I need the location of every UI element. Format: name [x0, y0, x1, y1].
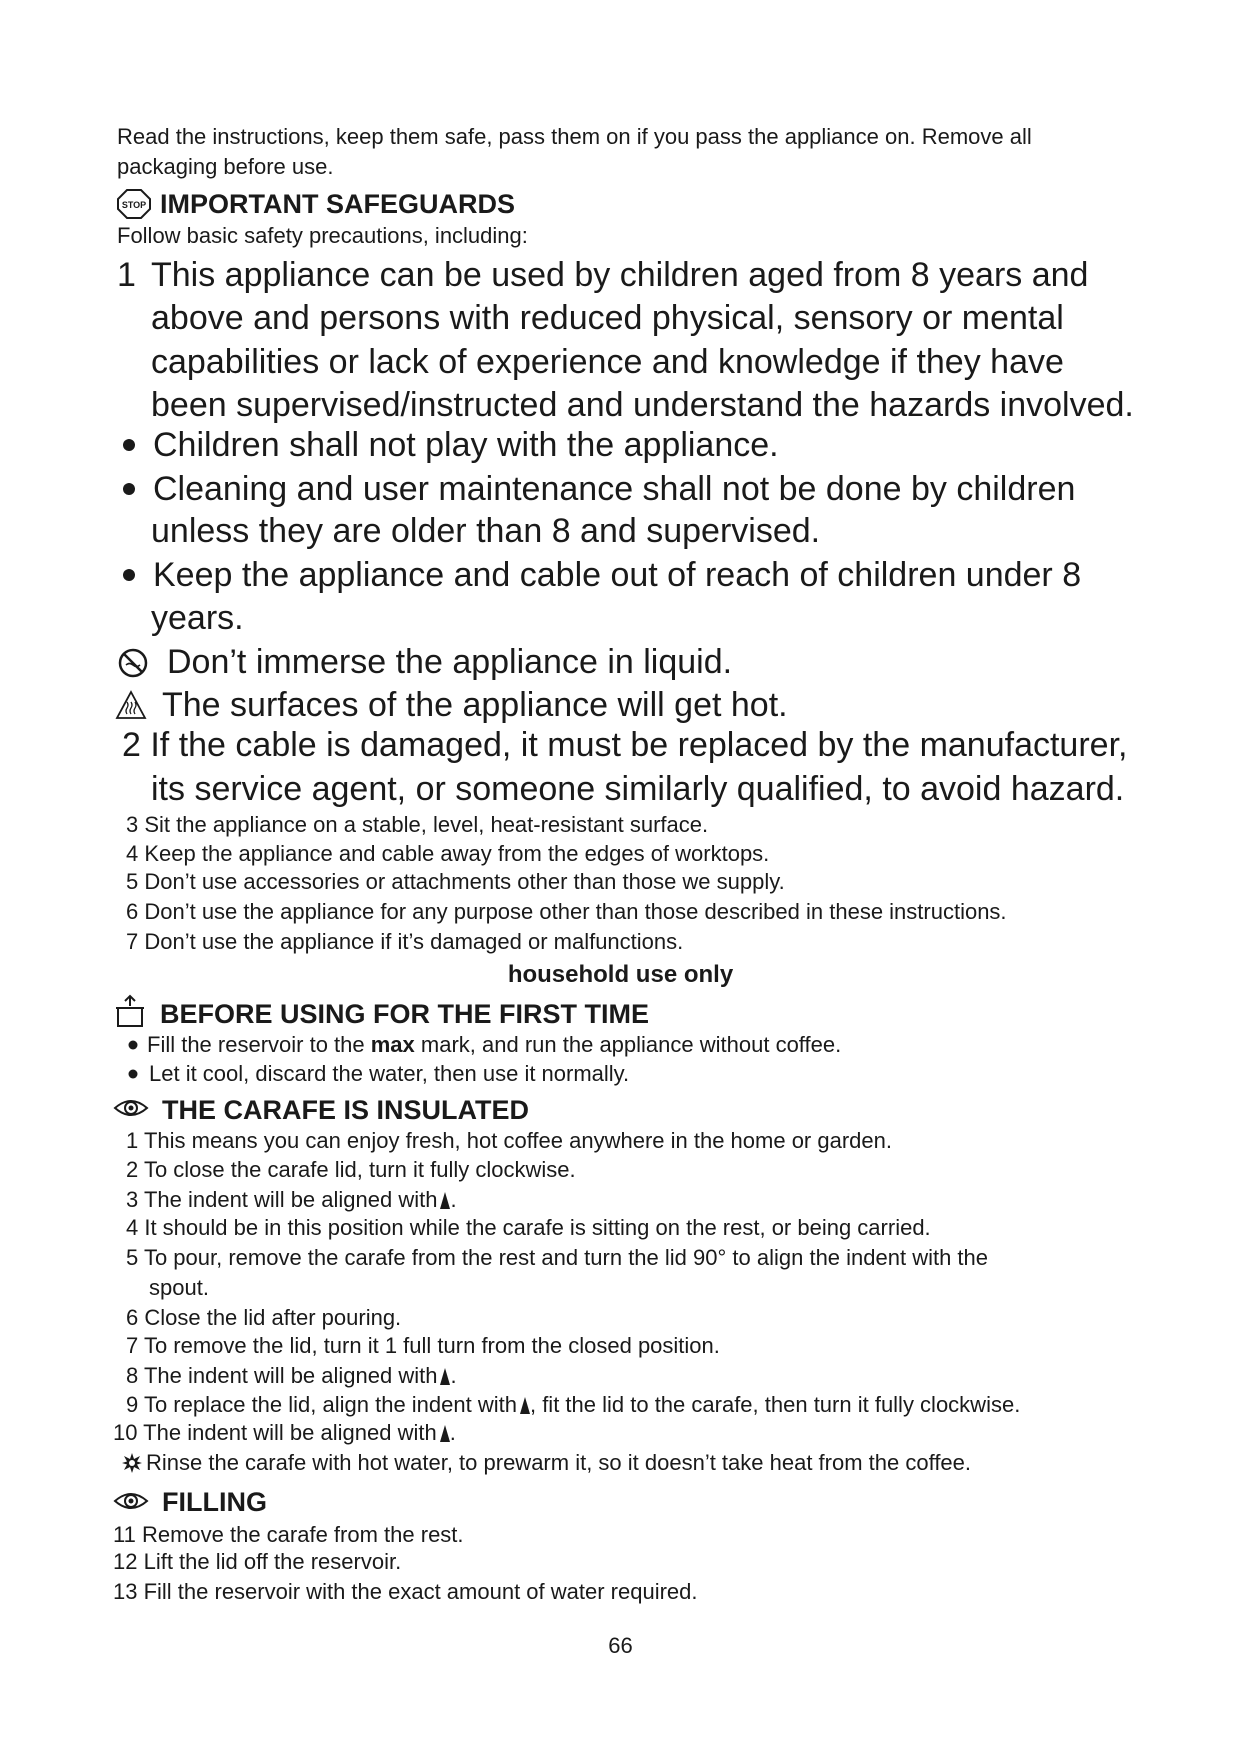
bullet-keep-line-1: Keep the appliance and cable out of reach of children under 8 [153, 556, 1082, 594]
carafe-line-3-text: 3 The indent will be aligned with [126, 1187, 438, 1212]
safeguards-title: IMPORTANT SAFEGUARDS [160, 189, 515, 219]
item2-line-1: 2 If the cable is damaged, it must be replaced by the manufacturer, [122, 726, 1128, 764]
eye-icon [113, 1096, 149, 1120]
bullet-cleaning-line-2: unless they are older than 8 and supervised. [151, 512, 821, 550]
carafe-line-8-text: 8 The indent will be aligned with [126, 1363, 438, 1388]
indent-marker-icon [440, 1425, 450, 1442]
item2-line-2: its service agent, or someone similarly qualified, to avoid hazard. [151, 770, 1125, 808]
item1-line-2: above and persons with reduced physical, sensory or mental [151, 299, 1064, 337]
carafe-line-8 [126, 1362, 457, 1390]
first-time-bullet-1 [147, 1031, 841, 1059]
item5: 5 Don’t use accessories or attachments other than those we supply. [126, 869, 785, 894]
first-time-bullet-1-after: mark, and run the appliance without coffee. [414, 1032, 842, 1057]
period: . [450, 1363, 457, 1388]
first-time-title: BEFORE USING FOR THE FIRST TIME [160, 999, 650, 1029]
carafe-line-5a: 5 To pour, remove the carafe from the rest and turn the lid 90° to align the indent with the [126, 1245, 989, 1270]
indent-marker-icon [520, 1397, 530, 1414]
carafe-line-4: 4 It should be in this position while the carafe is sitting on the rest, or being carried. [126, 1215, 931, 1240]
tip-icon [121, 1452, 143, 1474]
carafe-tip: Rinse the carafe with hot water, to prewarm it, so it doesn’t take heat from the coffee. [146, 1450, 972, 1475]
carafe-line-2: 2 To close the carafe lid, turn it fully clockwise. [126, 1157, 576, 1182]
first-time-bullet-2: Let it cool, discard the water, then use it normally. [149, 1061, 630, 1086]
carafe-line-3 [126, 1186, 457, 1214]
stop-icon [117, 189, 151, 219]
bullet-icon [122, 568, 136, 582]
filling-line-12: 12 Lift the lid off the reservoir. [113, 1549, 402, 1574]
eye-icon [113, 1489, 149, 1513]
page-number: 66 [608, 1633, 633, 1658]
item6: 6 Don’t use the appliance for any purpose other than those described in these instructions. [126, 899, 1007, 924]
carafe-line-9a: 9 To replace the lid, align the indent with [126, 1392, 517, 1417]
no-immerse-text: Don’t immerse the appliance in liquid. [167, 643, 733, 681]
carafe-line-6: 6 Close the lid after pouring. [126, 1305, 402, 1330]
carafe-line-9b: , fit the lid to the carafe, then turn it fully clockwise. [529, 1392, 1021, 1417]
carafe-line-5b: spout. [149, 1275, 209, 1300]
household-use-only: household use only [507, 961, 734, 988]
filling-title: FILLING [162, 1487, 267, 1517]
bullet-cleaning-line-1: Cleaning and user maintenance shall not be done by children [153, 470, 1076, 508]
stop-icon-text: STOP [121, 200, 147, 210]
bullet-icon [122, 482, 136, 496]
carafe-line-1: 1 This means you can enjoy fresh, hot coffee anywhere in the home or garden. [126, 1128, 892, 1153]
bullet-icon [128, 1040, 138, 1050]
period: . [450, 1187, 457, 1212]
first-time-bullet-1-before: Fill the reservoir to the [147, 1032, 371, 1057]
bullet-icon [128, 1069, 138, 1079]
item1-line-4: been supervised/instructed and understand the hazards involved. [151, 386, 1134, 424]
bullet-children-play: Children shall not play with the appliance. [153, 426, 779, 464]
item7: 7 Don’t use the appliance if it’s damaged or malfunctions. [126, 929, 684, 954]
carafe-line-10 [113, 1419, 456, 1447]
item4: 4 Keep the appliance and cable away from the edges of worktops. [126, 841, 770, 866]
item3: 3 Sit the appliance on a stable, level, heat-resistant surface. [126, 812, 709, 837]
filling-line-11: 11 Remove the carafe from the rest. [113, 1522, 464, 1547]
filling-line-13: 13 Fill the reservoir with the exact amount of water required. [113, 1579, 698, 1604]
carafe-line-10-text: 10 The indent will be aligned with [113, 1420, 437, 1445]
first-use-icon [114, 994, 146, 1028]
carafe-title: THE CARAFE IS INSULATED [162, 1095, 530, 1125]
no-immerse-icon [117, 647, 149, 679]
intro-line-1: Read the instructions, keep them safe, pass them on if you pass the appliance on. Remove all [117, 124, 1032, 149]
carafe-line-7: 7 To remove the lid, turn it 1 full turn from the closed position. [126, 1333, 720, 1358]
carafe-line-9 [126, 1391, 1020, 1419]
hot-surface-text: The surfaces of the appliance will get hot. [162, 686, 788, 724]
period: . [449, 1420, 456, 1445]
indent-marker-icon [440, 1368, 450, 1385]
bullet-icon [122, 438, 136, 452]
item1-number: 1 [117, 256, 136, 294]
indent-marker-icon [440, 1192, 450, 1209]
max-mark: max [370, 1032, 415, 1057]
item1-line-1: This appliance can be used by children aged from 8 years and [151, 256, 1089, 294]
hot-surface-icon [115, 690, 147, 720]
item1-line-3: capabilities or lack of experience and knowledge if they have [151, 343, 1064, 381]
bullet-keep-line-2: years. [151, 599, 244, 637]
intro-line-2: packaging before use. [117, 154, 334, 179]
safeguards-subtitle: Follow basic safety precautions, including: [117, 223, 528, 248]
